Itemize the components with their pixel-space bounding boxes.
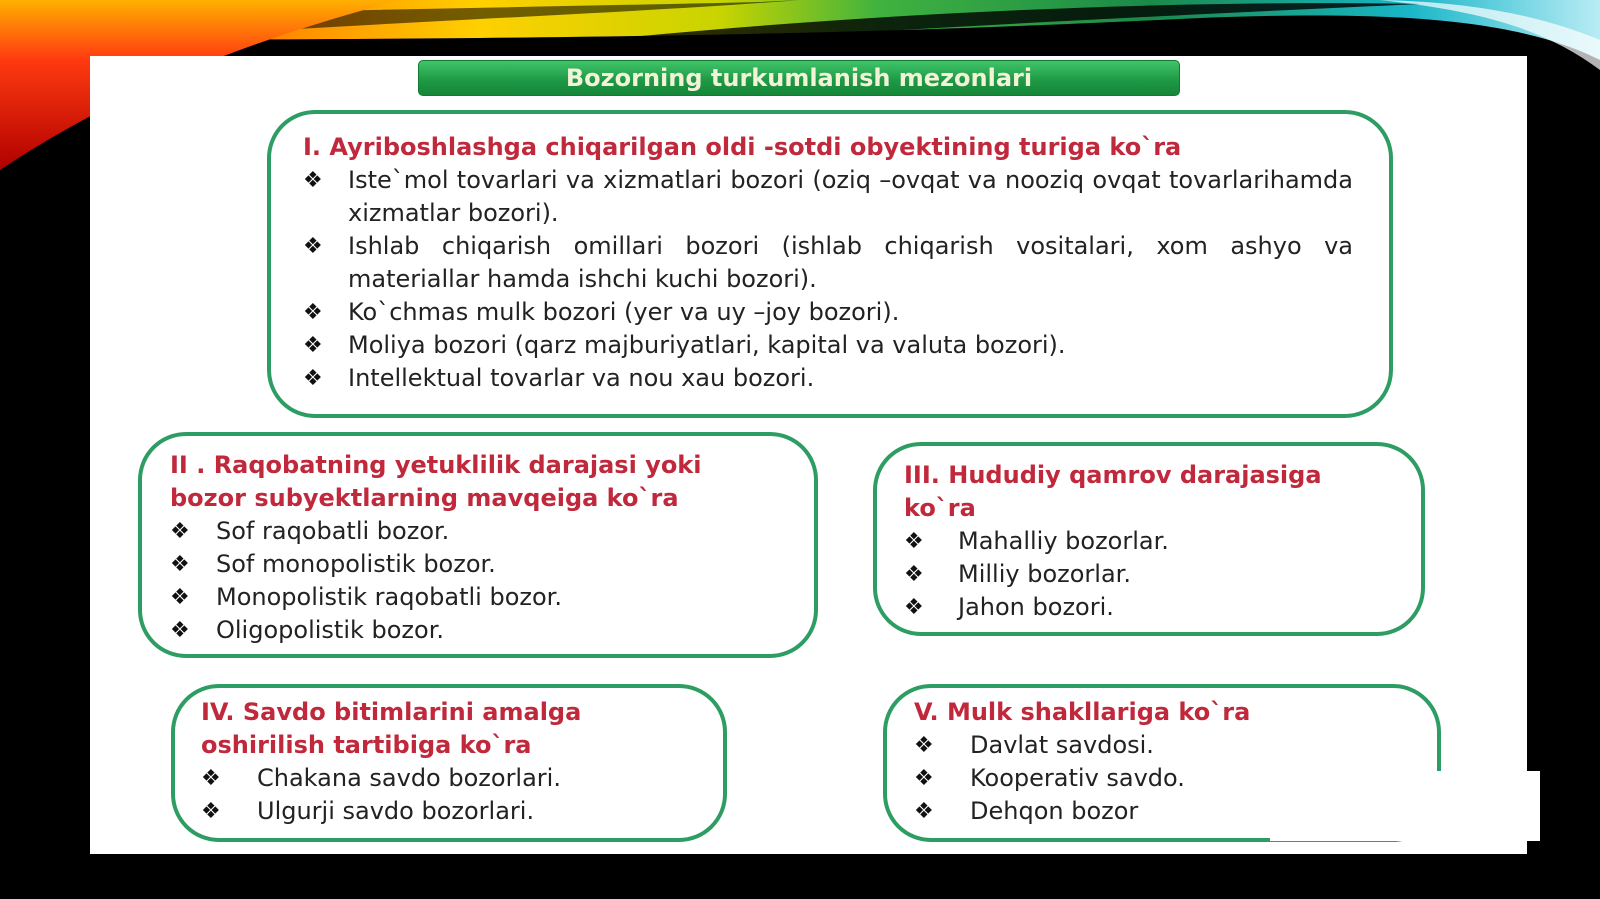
list-item (170, 548, 784, 581)
list-item-text: Sof monopolistik bozor. (216, 550, 496, 578)
list-item-text: Sof raqobatli bozor. (216, 517, 450, 545)
list-item-text: Kooperativ savdo. (970, 764, 1185, 792)
criteria-box-object-type (267, 110, 1393, 418)
bullet-icon: ❖ (303, 168, 323, 193)
list-item-text: Monopolistik raqobatli bozor. (216, 583, 562, 611)
bullet-icon: ❖ (914, 733, 934, 758)
bullet-icon: ❖ (170, 552, 190, 577)
list-item-text: Milliy bozorlar. (958, 560, 1131, 588)
bullet-icon: ❖ (170, 618, 190, 643)
list-item (170, 614, 784, 647)
list-item (201, 795, 703, 828)
criteria-list (303, 164, 1353, 395)
list-item (904, 558, 1391, 591)
list-item-text: Chakana savdo bozorlari. (257, 764, 561, 792)
list-item (303, 329, 1353, 362)
criteria-box-trade-procedure (171, 684, 727, 842)
list-item-text: Ulgurji savdo bozorlari. (257, 797, 535, 825)
bullet-icon: ❖ (904, 562, 924, 587)
list-item (914, 729, 1417, 762)
bullet-icon: ❖ (170, 519, 190, 544)
list-item-text: Jahon bozori. (958, 593, 1114, 621)
list-item (303, 164, 1353, 230)
box-heading: V. Mulk shakllariga ko`ra (914, 698, 1251, 726)
list-item (170, 581, 784, 614)
list-item-text: Dehqon bozor (970, 797, 1139, 825)
list-item-text: Moliya bozori (qarz majburiyatlari, kapital va valuta bozori). (348, 331, 1066, 359)
cropped-corner-overlay (1270, 771, 1540, 841)
bullet-icon: ❖ (303, 366, 323, 391)
list-item (303, 296, 1353, 329)
box-heading: II . Raqobatning yetuklilik darajasi yoki bozor subyektlarning mavqeiga ko`ra (170, 451, 702, 512)
list-item-text: Ishlab chiqarish omillari bozori (ishlab chiqarish vositalari, xom ashyo va materiallar hamda ishchi kuchi bozori). (348, 232, 1353, 293)
list-item (303, 230, 1353, 296)
list-item-text: Ko`chmas mulk bozori (yer va uy –joy bozori). (348, 298, 900, 326)
list-item-text: Oligopolistik bozor. (216, 616, 444, 644)
criteria-list (904, 525, 1391, 624)
bullet-icon: ❖ (914, 799, 934, 824)
bullet-icon: ❖ (914, 766, 934, 791)
box-heading: III. Hududiy qamrov darajasiga ko`ra (904, 461, 1322, 522)
slide-title: Bozorning turkumlanish mezonlari (418, 60, 1180, 96)
slide-content (90, 56, 1527, 854)
bullet-icon: ❖ (170, 585, 190, 610)
list-item (170, 515, 784, 548)
bullet-icon: ❖ (904, 529, 924, 554)
list-item-text: Mahalliy bozorlar. (958, 527, 1169, 555)
criteria-list (201, 762, 703, 828)
bullet-icon: ❖ (201, 766, 221, 791)
criteria-box-territorial-coverage (873, 442, 1425, 636)
bullet-icon: ❖ (201, 799, 221, 824)
list-item (303, 362, 1353, 395)
list-item (201, 762, 703, 795)
bullet-icon: ❖ (303, 333, 323, 358)
bullet-icon: ❖ (904, 595, 924, 620)
criteria-list (170, 515, 784, 647)
list-item (904, 591, 1391, 624)
criteria-box-competition (138, 432, 818, 658)
box-heading: I. Ayriboshlashga chiqarilgan oldi -sotdi obyektining turiga ko`ra (303, 133, 1182, 161)
list-item-text: Davlat savdosi. (970, 731, 1154, 759)
bullet-icon: ❖ (303, 234, 323, 259)
bullet-icon: ❖ (303, 300, 323, 325)
list-item-text: Intellektual tovarlar va nou xau bozori. (348, 364, 815, 392)
list-item-text: Iste`mol tovarlari va xizmatlari bozori (oziq –ovqat va nooziq ovqat tovarlarihamda xizmatlar bozori). (348, 166, 1353, 227)
list-item (904, 525, 1391, 558)
box-heading: IV. Savdo bitimlarini amalga oshirilish tartibiga ko`ra (201, 698, 582, 759)
